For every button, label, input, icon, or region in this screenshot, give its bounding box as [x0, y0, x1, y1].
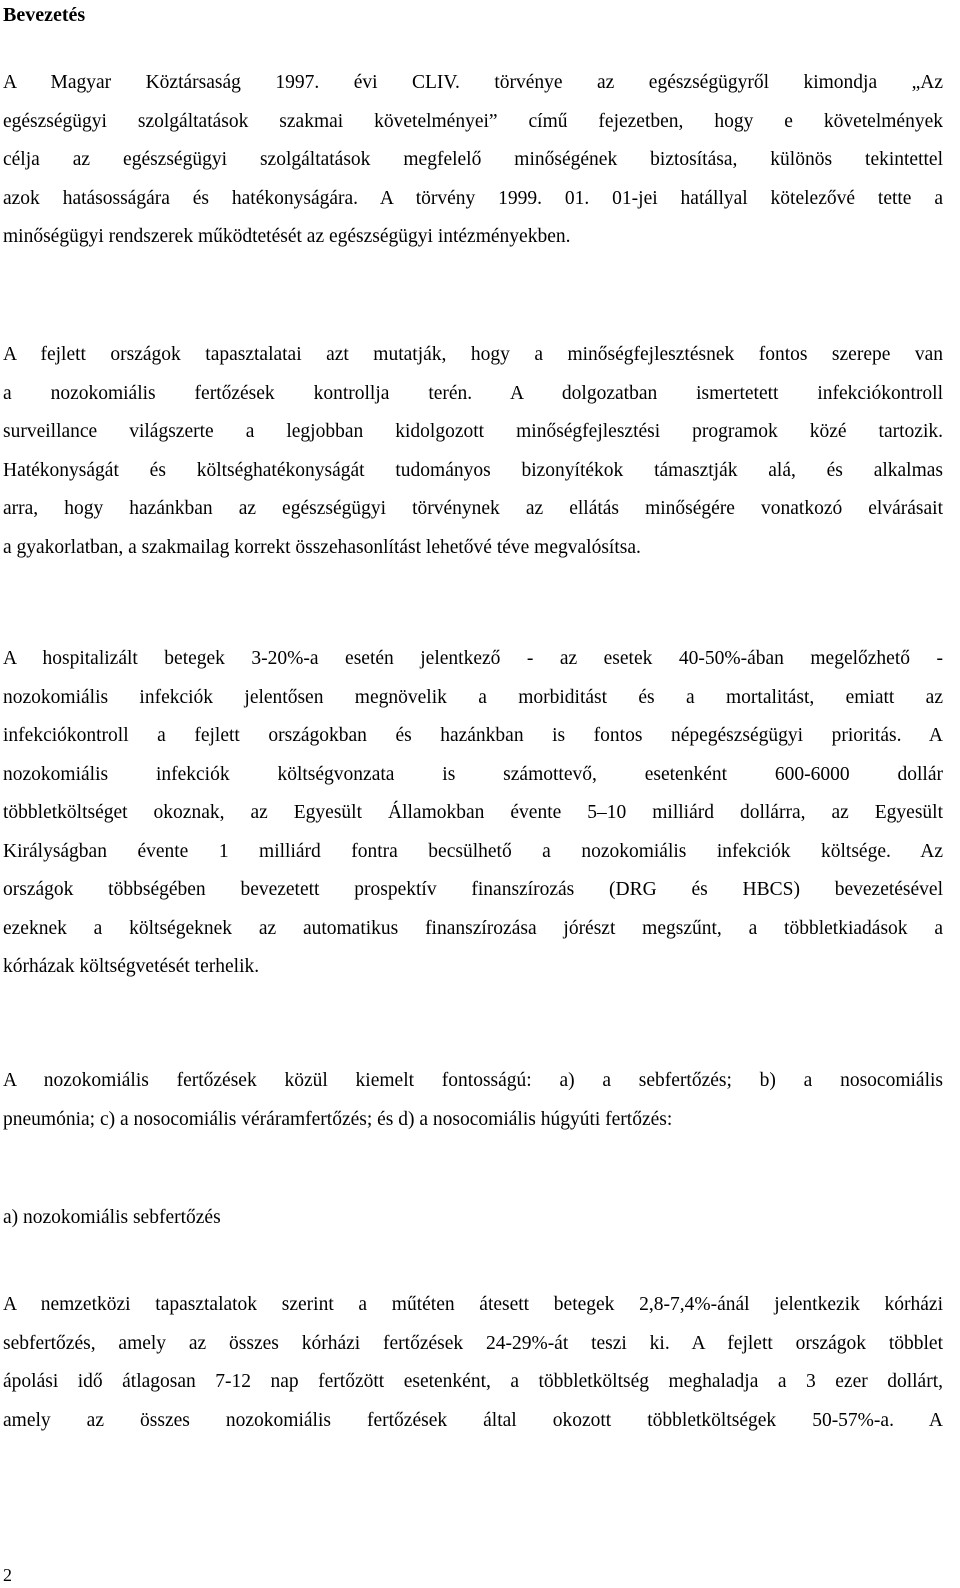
text-line: pneumónia; c) a nosocomiális véráramfertőzés; és d) a nosocomiális húgyúti fertőzés: — [3, 1108, 673, 1130]
text-line: Hatékonyságát és költséghatékonyságát tudományos bizonyítékok támasztják alá, és alkalmas — [3, 459, 943, 481]
text-line: arra, hogy hazánkban az egészségügyi törvénynek az ellátás minőségére vonatkozó elvárásait — [3, 498, 943, 519]
text-line: A Magyar Köztársaság 1997. évi CLIV. törvénye az egészségügyről kimondja „Az — [3, 72, 943, 93]
paragraph-surgical-infections — [3, 1286, 943, 1440]
text-line: országok többségében bevezetett prospektív finanszírozás (DRG és HBCS) bevezetésével — [3, 879, 943, 900]
text-line: a nozokomiális fertőzések kontrollja terén. A dolgozatban ismertetett infekciókontroll — [3, 382, 943, 404]
text-line: a gyakorlatban, a szakmailag korrekt összehasonlítást lehetővé téve megvalósítsa. — [3, 536, 641, 558]
text-line: ezeknek a költségeknek az automatikus finanszírozása jórészt megszűnt, a többletkiadások a — [3, 917, 943, 939]
text-line: A nemzetközi tapasztalatok szerint a műtéten átesett betegek 2,8-7,4%-ánál jelentkezik kórházi — [3, 1294, 943, 1315]
text-line: kórházak költségvetését terhelik. — [3, 956, 260, 977]
text-line: surveillance világszerte a legjobban kidolgozott minőségfejlesztési programok közé tartozik. — [3, 421, 943, 442]
text-line: egészségügyi szolgáltatások szakmai követelményei” című fejezetben, hogy e követelmények — [3, 110, 943, 132]
text-line: A hospitalizált betegek 3-20%-a esetén jelentkező - az esetek 40-50%-ában megelőzhető - — [3, 648, 943, 669]
paragraph-hospitalized-patients — [3, 640, 943, 987]
section-heading: Bevezetés — [3, 4, 86, 26]
text-line: ápolási idő átlagosan 7-12 nap fertőzött esetenként, a többletköltség meghaladja a 3 ezer dollárt, — [3, 1371, 943, 1392]
paragraph-developed-countries — [3, 336, 943, 567]
text-line: amely az összes nozokomiális fertőzések által okozott többletköltségek 50-57%-a. A — [3, 1409, 943, 1431]
text-line: nozokomiális infekciók költségvonzata is számottevő, esetenként 600-6000 dollár — [3, 763, 943, 785]
text-line: minőségügyi rendszerek működtetését az egészségügyi intézményekben. — [3, 226, 571, 247]
subheading-wound-infection — [3, 1199, 943, 1238]
text-line: sebfertőzés, amely az összes kórházi fertőzések 24-29%-át teszi ki. A fejlett országok többlet — [3, 1332, 943, 1354]
paragraph-law-intro — [3, 64, 943, 257]
paragraph-key-infections — [3, 1062, 943, 1139]
text-line: A nozokomiális fertőzések közül kiemelt fontosságú: a) a sebfertőzés; b) a nosocomiális — [3, 1070, 943, 1091]
text-line: A fejlett országok tapasztalatai azt mutatják, hogy a minőségfejlesztésnek fontos szerepe van — [3, 344, 943, 365]
text-line: infekciókontroll a fejlett országokban és hazánkban is fontos népegészségügyi prioritás. A — [3, 725, 943, 746]
text-line: Királyságban évente 1 milliárd fontra becsülhető a nozokomiális infekciók költsége. Az — [3, 840, 943, 862]
text-line: nozokomiális infekciók jelentősen megnövelik a morbiditást és a mortalitást, emiatt az — [3, 686, 943, 708]
text-line: azok hatásosságára és hatékonyságára. A törvény 1999. 01. 01-jei hatállyal kötelezővé tette a — [3, 187, 943, 209]
text-line: többletköltséget okoznak, az Egyesült Államokban évente 5–10 milliárd dollárra, az Egyesült — [3, 802, 943, 823]
text-line: a) nozokomiális sebfertőzés — [3, 1207, 221, 1228]
text-line: célja az egészségügyi szolgáltatások megfelelő minőségének biztosítása, különös tekintettel — [3, 149, 943, 170]
page-number: 2 — [3, 1565, 12, 1585]
